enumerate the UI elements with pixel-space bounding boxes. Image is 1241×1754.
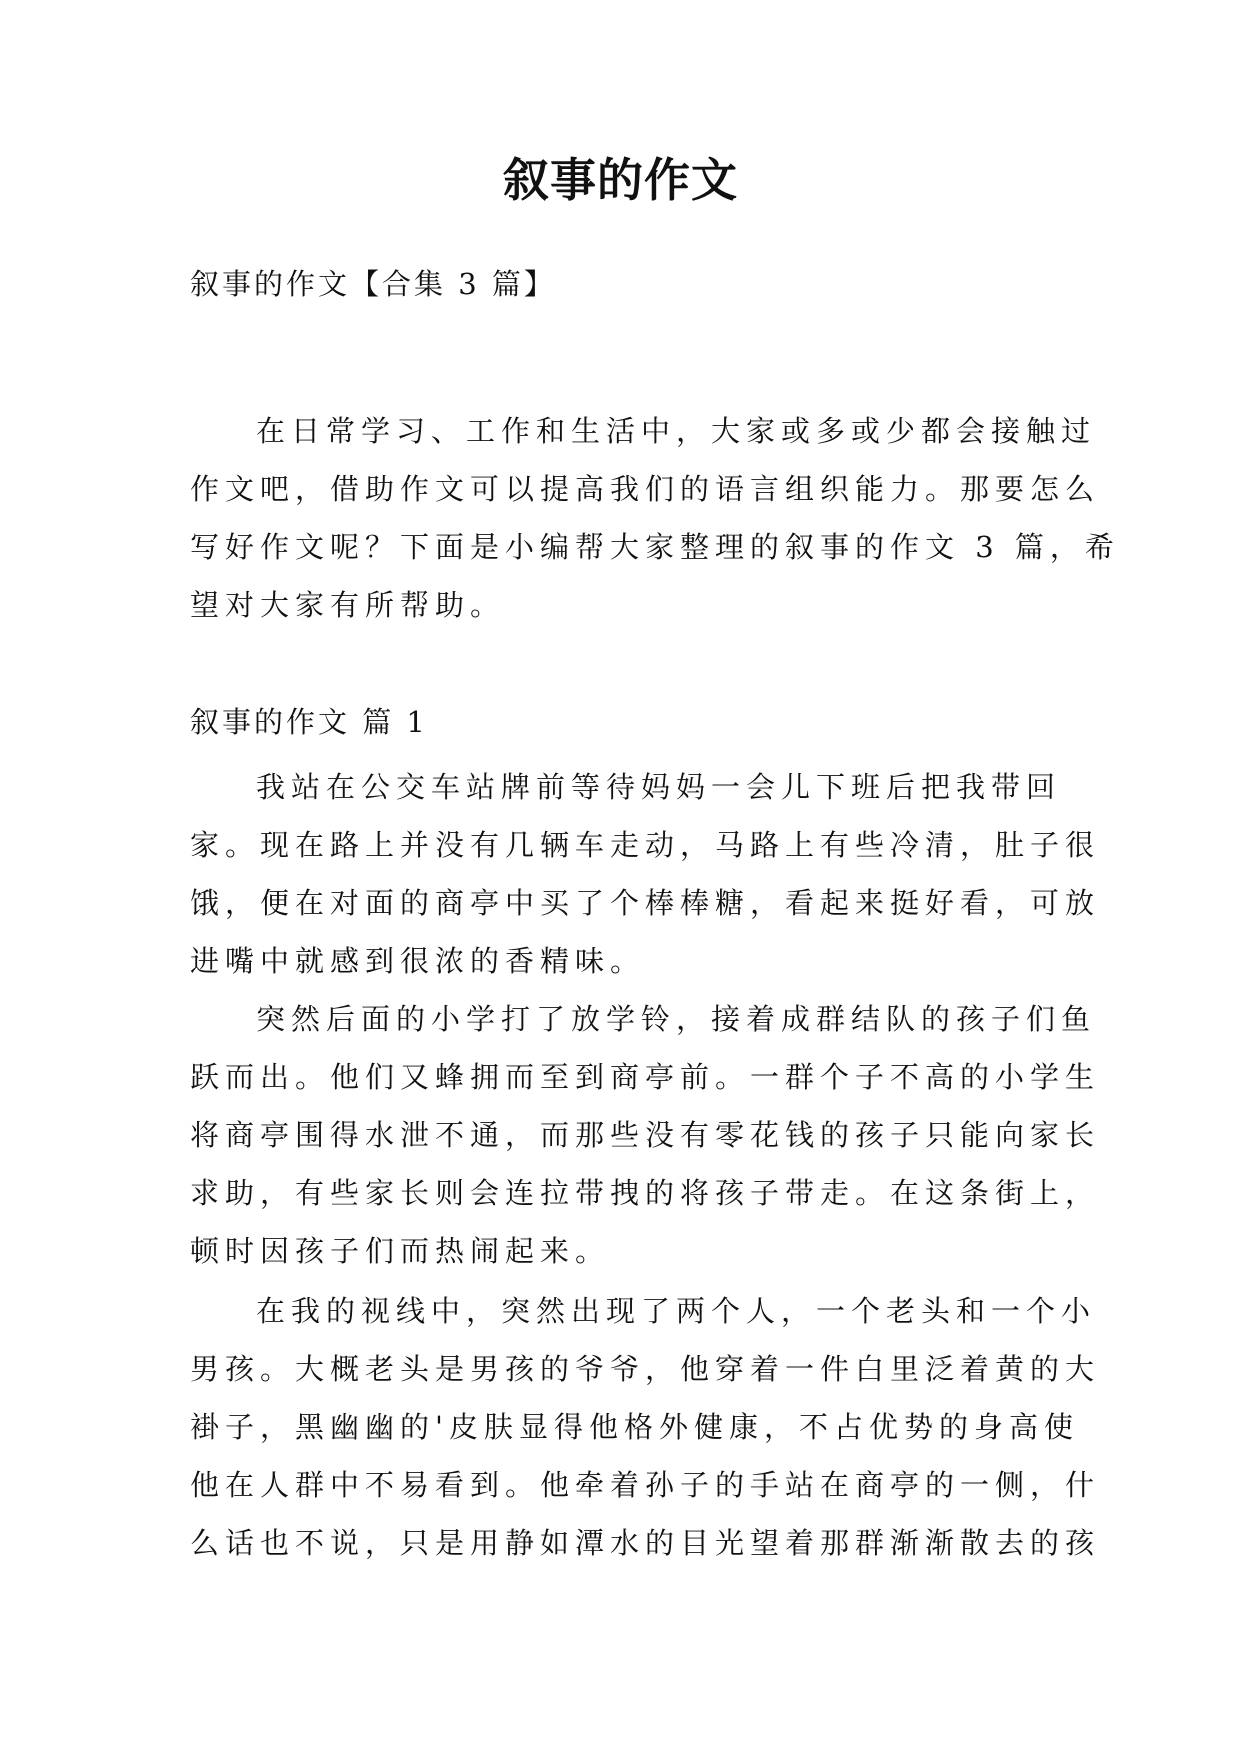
paragraph-line: 跃而出。他们又蜂拥而至到商亭前。一群个子不高的小学生 [190,1060,1101,1094]
section-heading: 叙事的作文 篇 1 [190,705,428,739]
paragraph-line: 他在人群中不易看到。他牵着孙子的手站在商亭的一侧，什 [190,1468,1101,1502]
paragraph-line: 突然后面的小学打了放学铃，接着成群结队的孩子们鱼 [256,1002,1097,1036]
paragraph-line: 进嘴中就感到很浓的香精味。 [190,944,646,978]
paragraph-line: 我站在公交车站牌前等待妈妈一会儿下班后把我带回 [256,770,1062,804]
paragraph-line: 家。现在路上并没有几辆车走动，马路上有些冷清，肚子很 [190,828,1101,862]
intro-line: 写好作文呢？下面是小编帮大家整理的叙事的作文 3 篇，希 [190,530,1120,564]
paragraph-line: 么话也不说，只是用静如潭水的目光望着那群渐渐散去的孩 [190,1526,1101,1560]
paragraph-line: 褂子，黑幽幽的'皮肤显得他格外健康，不占优势的身高使 [190,1410,1079,1444]
intro-line: 望对大家有所帮助。 [190,588,506,622]
paragraph-1 [190,758,1101,990]
document-title: 叙事的作文 [503,153,738,207]
intro-line: 在日常学习、工作和生活中，大家或多或少都会接触过 [256,414,1097,448]
intro-paragraph [190,402,1120,634]
paragraph-line: 将商亭围得水泄不通，而那些没有零花钱的孩子只能向家长 [190,1118,1101,1152]
intro-line: 作文吧，借助作文可以提高我们的语言组织能力。那要怎么 [190,472,1101,506]
paragraph-line: 男孩。大概老头是男孩的爷爷，他穿着一件白里泛着黄的大 [190,1352,1101,1386]
paragraph-2 [190,990,1101,1280]
paragraph-line: 在我的视线中，突然出现了两个人，一个老头和一个小 [256,1294,1097,1328]
paragraph-3 [190,1282,1101,1572]
paragraph-line: 顿时因孩子们而热闹起来。 [190,1234,611,1268]
paragraph-line: 饿，便在对面的商亭中买了个棒棒糖，看起来挺好看，可放 [190,886,1101,920]
paragraph-line: 求助，有些家长则会连拉带拽的将孩子带走。在这条街上， [190,1176,1101,1210]
document-subtitle: 叙事的作文【合集 3 篇】 [190,267,556,301]
